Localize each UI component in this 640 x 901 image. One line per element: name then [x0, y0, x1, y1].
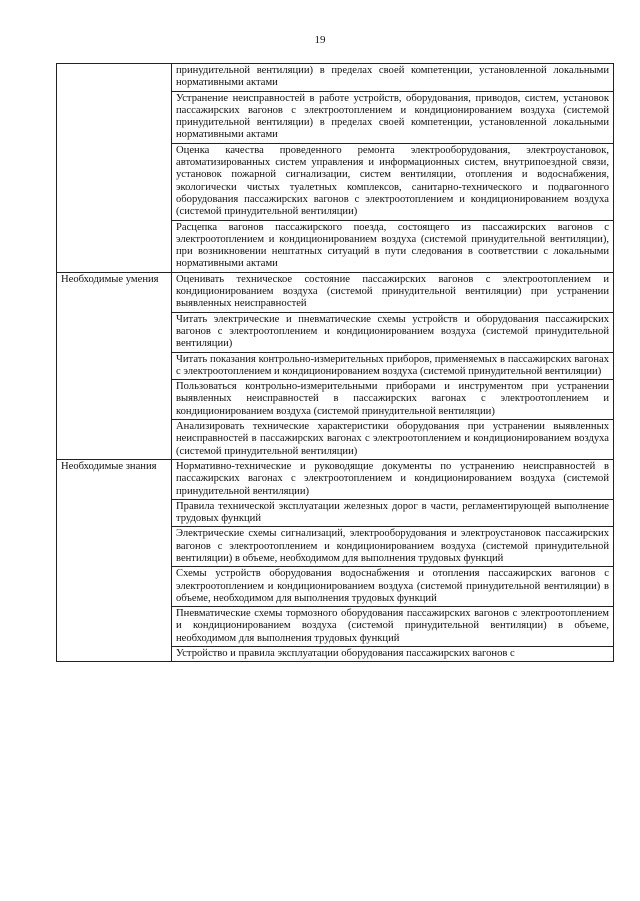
item-cell: принудительной вентиляции) в пределах своей компетенции, установленной локальными нормативными актами: [172, 64, 614, 92]
item-cell: Читать показания контрольно-измерительных приборов, применяемых в пассажирских вагонах с электроотоплением и кондиционированием воздуха (системой принудительной вентиляции): [172, 352, 614, 380]
item-cell: Расцепка вагонов пассажирского поезда, состоящего из пассажирских вагонов с электроотоплением и кондиционированием воздуха (системой принудительной вентиляции), при возникновении нештатных ситуаций в пути следования в соответствии с локальными нормативными актами: [172, 220, 614, 272]
item-cell: Нормативно-технические и руководящие документы по устранению неисправностей в пассажирских вагонах с электроотоплением и кондиционированием воздуха (системой принудительной вентиляции): [172, 459, 614, 499]
table-row: [57, 64, 614, 92]
item-cell: Пользоваться контрольно-измерительными приборами и инструментом при устранении выявленных неисправностей в пассажирских вагонах с электроотоплением и кондиционированием воздуха (системой принудительной вентиляции): [172, 380, 614, 420]
item-cell: Читать электрические и пневматические схемы устройств и оборудования пассажирских вагонов с электроотоплением и кондиционированием воздуха (системой принудительной вентиляции): [172, 312, 614, 352]
category-knowledge: Необходимые знания: [57, 459, 172, 661]
item-cell: Оценивать техническое состояние пассажирских вагонов с электроотоплением и кондиционированием воздуха (системой принудительной вентиляции) при устранении выявленных неисправностей: [172, 272, 614, 312]
item-cell: Устройство и правила эксплуатации оборудования пассажирских вагонов с: [172, 647, 614, 662]
category-cell: [57, 64, 172, 273]
requirements-table: [56, 63, 614, 662]
table-row: [57, 459, 614, 499]
category-skills: Необходимые умения: [57, 272, 172, 459]
item-cell: Схемы устройств оборудования водоснабжения и отопления пассажирских вагонов с электроотоплением и кондиционированием воздуха (системой принудительной вентиляции) в объеме, необходимом для выполнения трудовых функций: [172, 567, 614, 607]
item-cell: Анализировать технические характеристики оборудования при устранении выявленных неисправностей в пассажирских вагонах с электроотоплением и кондиционированием воздуха (системой принудительной вентиляции): [172, 420, 614, 460]
page-number: 19: [314, 34, 326, 46]
item-cell: Устранение неисправностей в работе устройств, оборудования, приводов, систем, установок пассажирских вагонов с электроотоплением и кондиционированием воздуха (системой принудительной вентиляции) в пределах своей компетенции, установленной локальными нормативными актами: [172, 91, 614, 143]
item-cell: Пневматические схемы тормозного оборудования пассажирских вагонов с электроотоплением и кондиционированием воздуха (системой принудительной вентиляции) в объеме, необходимом для выполнения трудовых функций: [172, 607, 614, 647]
item-cell: Правила технической эксплуатации железных дорог в части, регламентирующей выполнение трудовых функций: [172, 499, 614, 527]
table-row: [57, 272, 614, 312]
item-cell: Электрические схемы сигнализаций, электрооборудования и электроустановок пассажирских вагонов с электроотоплением и кондиционированием воздуха (системой принудительной вентиляции) в объеме, необходимом для выполнения трудовых функций: [172, 527, 614, 567]
item-cell: Оценка качества проведенного ремонта электрооборудования, электроустановок, автоматизированных систем управления и информационных систем, внутрипоездной связи, установок пожарной сигнализации, систем вентиляции, отопления и водоснабжения, экологически чистых туалетных комплексов, санитарно-технического и подвагонного оборудования пассажирских вагонов с электроотоплением и кондиционированием воздуха (системой принудительной вентиляции): [172, 143, 614, 220]
